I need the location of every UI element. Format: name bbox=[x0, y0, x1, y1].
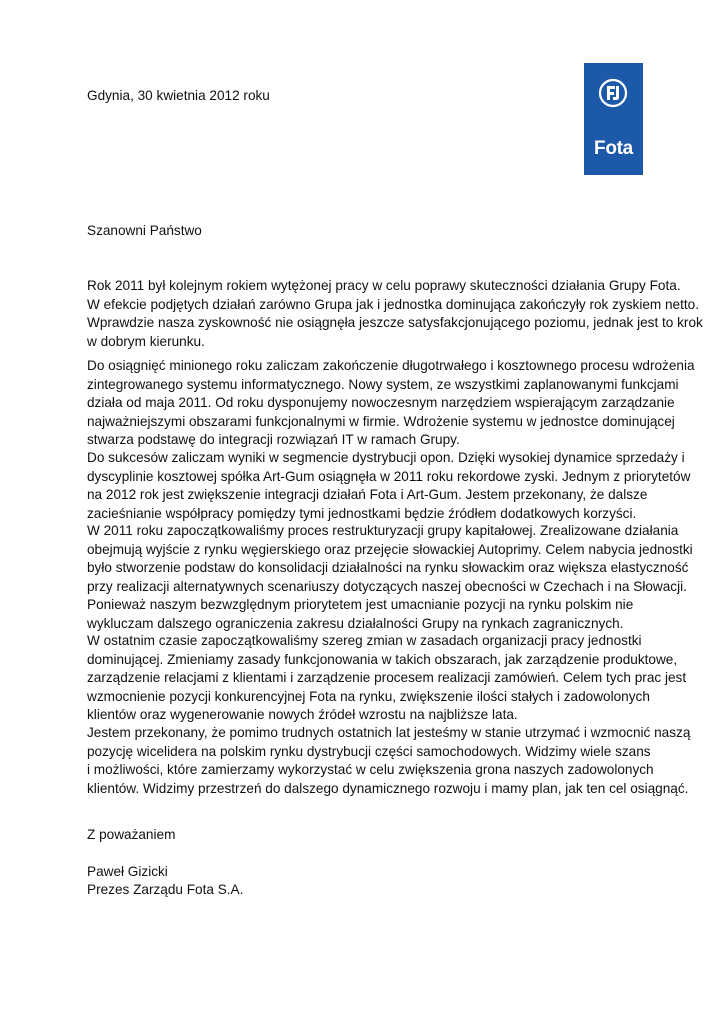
salutation: Szanowni Państwo bbox=[87, 223, 202, 238]
paragraph-line: na 2012 rok jest zwiększenie integracji działań Fota i Art-Gum. Jestem przekonany, że dalsze bbox=[87, 487, 648, 503]
paragraph-line: w dobrym kierunku. bbox=[87, 333, 205, 349]
paragraph-line: Do osiągnięć minionego roku zaliczam zakończenie długotrwałego i kosztownego procesu wdrożenia bbox=[87, 358, 695, 373]
paragraph-line: zintegrowanego systemu informatycznego. Nowy system, ze wszystkimi zaplanowanymi funkcjami bbox=[87, 376, 679, 392]
paragraph-line: Jestem przekonany, że pomimo trudnych ostatnich lat jesteśmy w stanie utrzymać i wzmocnić naszą bbox=[87, 725, 691, 740]
paragraph-line: obejmują wyjście z rynku węgierskiego oraz przejęcie słowackiej Autoprimy. Celem nabycia jednostki bbox=[87, 541, 693, 557]
paragraph-line: Rok 2011 był kolejnym rokiem wytężonej pracy w celu poprawy skuteczności działania Grupy Fota. bbox=[87, 278, 681, 293]
paragraph-4 bbox=[87, 522, 693, 634]
paragraph-line: zacieśnianie współpracy pomiędzy tymi jednostkami będzie źródłem dodatkowych korzyści. bbox=[87, 505, 637, 521]
fota-emblem-icon bbox=[598, 78, 628, 108]
paragraph-line: wzmocnienie pozycji konkurencyjnej Fota na rynku, zwiększenie ilości stałych i zadowolonych bbox=[87, 688, 650, 704]
paragraph-line: W ostatnim czasie zapoczątkowaliśmy szereg zmian w zasadach organizacji pracy jednostki bbox=[87, 633, 642, 648]
date-line: Gdynia, 30 kwietnia 2012 roku bbox=[87, 88, 270, 103]
paragraph-line: Ponieważ naszym bezwzględnym priorytetem jest umacnianie pozycji na rynku polskim nie bbox=[87, 597, 634, 613]
paragraph-line: zarządzenie relacjami z klientami i zarządzenie procesem realizacji zamówień. Celem tych prac jest bbox=[87, 670, 687, 686]
paragraph-line: W 2011 roku zapoczątkowaliśmy proces restrukturyzacji grupy kapitałowej. Zrealizowane działania bbox=[87, 523, 679, 538]
paragraph-line: stwarza podstawę do integracji rozwiązań IT w ramach Grupy. bbox=[87, 432, 460, 448]
paragraph-line: Do sukcesów zaliczam wyniki w segmencie dystrybucji opon. Dzięki wysokiej dynamice sprzedaży i bbox=[87, 450, 685, 465]
paragraph-line: przy realizacji alternatywnych scenariuszy dotyczących naszej obecności w Czechach i na Słowacji. bbox=[87, 578, 687, 594]
paragraph-line: klientów oraz wygenerowanie nowych źródeł wzrostu na najbliższe lata. bbox=[87, 707, 518, 723]
fota-logo bbox=[584, 63, 643, 175]
paragraph-2 bbox=[87, 357, 695, 450]
paragraph-line: W efekcie podjętych działań zarówno Grupa jak i jednostka dominująca zakończyły rok zyskiem netto. bbox=[87, 296, 700, 312]
paragraph-line: dyscyplinie kosztowej spółka Art-Gum osiągnęła w 2011 roku rekordowe zyski. Jednym z priorytetów bbox=[87, 468, 691, 484]
signatory-name: Paweł Gizicki bbox=[87, 864, 168, 879]
paragraph-1 bbox=[87, 277, 703, 351]
paragraph-line: i możliwości, które zamierzamy wykorzystać w celu zwiększenia grona naszych zadowolonych bbox=[87, 762, 654, 778]
paragraph-6 bbox=[87, 724, 691, 798]
closing-line: Z poważaniem bbox=[87, 827, 176, 842]
paragraph-line: pozycję wicelidera na polskim rynku dystrybucji części samochodowych. Widzimy wiele szans bbox=[87, 743, 651, 759]
paragraph-3 bbox=[87, 449, 691, 523]
paragraph-5 bbox=[87, 632, 687, 725]
paragraph-line: wykluczam dalszego ograniczenia zakresu działalności Grupy na rynkach zagranicznych. bbox=[87, 615, 624, 631]
paragraph-line: było stworzenie podstaw do konsolidacji działalności na rynku słowackim oraz większa elastyczność bbox=[87, 560, 689, 576]
paragraph-line: dominującej. Zmieniamy zasady funkcjonowania w takich obszarach, jak zarządzenie produktowe, bbox=[87, 651, 678, 667]
paragraph-line: działa od maja 2011. Od roku dysponujemy nowoczesnym narzędziem wspierającym zarządzanie bbox=[87, 395, 675, 411]
paragraph-line: najważniejszymi obszarami funkcjonalnymi w firmie. Wdrożenie systemu w jednostce dominującej bbox=[87, 413, 675, 429]
paragraph-line: Wprawdzie nasza zyskowność nie osiągnęła jeszcze satysfakcjonującego poziomu, jednak jest to krok bbox=[87, 315, 703, 331]
logo-wordmark: Fota bbox=[594, 138, 633, 159]
paragraph-line: klientów. Widzimy przestrzeń do dalszego dynamicznego rozwoju i mamy plan, jak ten cel osiągnąć. bbox=[87, 780, 689, 796]
signatory-title: Prezes Zarządu Fota S.A. bbox=[87, 882, 244, 897]
